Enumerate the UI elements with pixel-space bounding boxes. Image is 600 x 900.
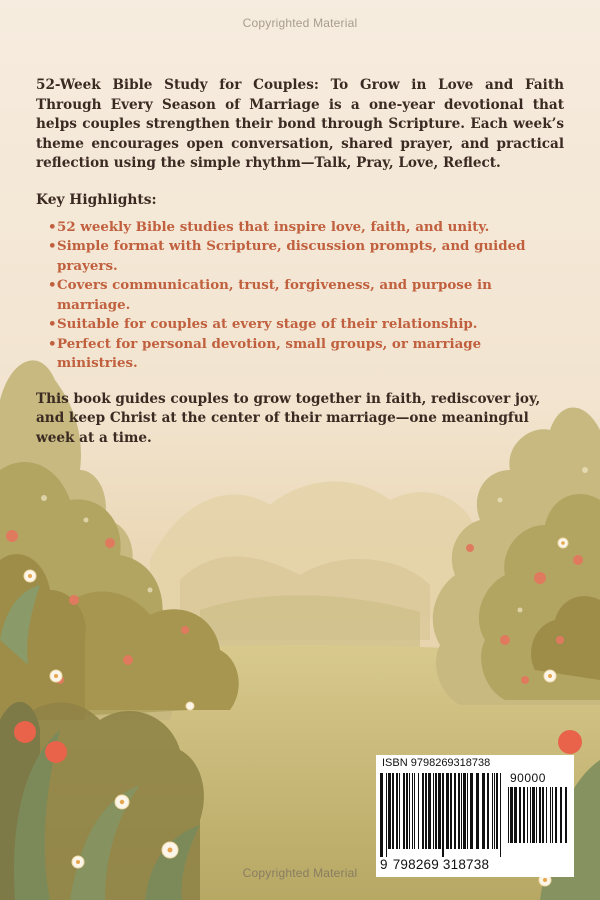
highlight-item: • Simple format with Scripture, discussion prompts, and guided prayers.	[48, 237, 564, 276]
intro-paragraph: 52-Week Bible Study for Couples: To Grow in Love and Faith Through Every Season of Marriage is a one-year devotional that helps couples strengthen their bond through Scripture. Each week’s theme encourages open conversation, shared prayer, and practical reflection using the simple rhythm—Talk, Pray, Love, Reflect.	[36, 77, 564, 171]
copyright-watermark-bottom: Copyrighted Material	[242, 866, 358, 880]
isbn-label: ISBN 9798269318738	[382, 757, 491, 769]
price-barcode-bars	[508, 787, 568, 851]
isbn-barcode	[376, 755, 574, 877]
highlight-item: • 52 weekly Bible studies that inspire love, faith, and unity.	[48, 218, 564, 238]
barcode-left-digits: 798269	[392, 857, 439, 872]
highlight-item: • Covers communication, trust, forgiveness, and purpose in marriage.	[48, 276, 564, 315]
price-code: 90000	[510, 771, 546, 785]
closing-paragraph: This book guides couples to grow together in faith, rediscover joy, and keep Christ at the center of their marriage—one meaningful week at a time.	[36, 390, 541, 446]
barcode-lead-digit: 9	[380, 857, 388, 872]
book-description	[36, 76, 564, 448]
highlight-item: • Perfect for personal devotion, small groups, or marriage ministries.	[48, 335, 564, 374]
highlights-list	[36, 218, 564, 374]
barcode-right-digits: 318738	[442, 857, 490, 872]
copyright-watermark-top: Copyrighted Material	[242, 16, 358, 30]
ean-barcode-bars	[380, 773, 504, 857]
highlight-item: • Suitable for couples at every stage of their relationship.	[48, 315, 564, 335]
key-highlights-heading: Key Highlights:	[36, 191, 157, 208]
